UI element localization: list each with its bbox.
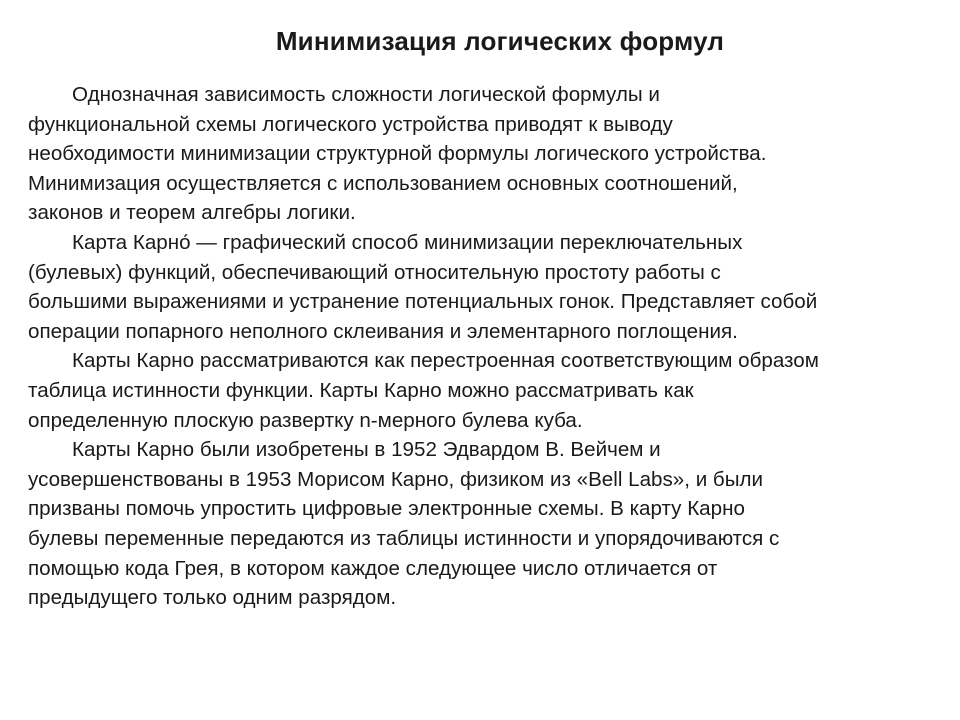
paragraph-2 (28, 228, 958, 346)
paragraph-3 (28, 346, 958, 435)
text-line: усовершенствованы в 1953 Морисом Карно, физиком из «Bell Labs», и были (28, 467, 764, 491)
slide-title: Минимизация логических формул (275, 26, 725, 56)
text-line: операции попарного неполного склеивания и элементарного поглощения. (28, 319, 738, 343)
text-line: Карты Карно были изобретены в 1952 Эдвардом В. Вейчем и (72, 438, 661, 462)
text-line: необходимости минимизации структурной формулы логического устройства. (28, 142, 767, 166)
paragraph-4 (28, 435, 958, 613)
text-line: определенную плоскую развертку n-мерного булева куба. (28, 408, 583, 432)
text-line: большими выражениями и устранение потенциальных гонок. Представляет собой (28, 290, 818, 314)
text-line: предыдущего только одним разрядом. (28, 586, 397, 610)
text-line: функциональной схемы логического устройства приводят к выводу (28, 112, 673, 136)
text-line: Однозначная зависимость сложности логической формулы и (72, 83, 660, 106)
text-line: Минимизация осуществляется с использованием основных соотношений, (28, 171, 738, 195)
text-line: (булевых) функций, обеспечивающий относительную простоту работы с (28, 260, 721, 284)
paragraph-1 (28, 80, 958, 228)
text-line: таблица истинности функции. Карты Карно можно рассматривать как (28, 378, 694, 402)
text-line: Карта Карно́ — графический способ минимизации переключательных (72, 230, 743, 254)
text-line: законов и теорем алгебры логики. (28, 201, 356, 225)
text-line: булевы переменные передаются из таблицы истинности и упорядочиваются с (28, 526, 780, 550)
text-line: призваны помочь упростить цифровые электронные схемы. В карту Карно (28, 497, 745, 521)
text-line: Карты Карно рассматриваются как перестроенная соответствующим образом (72, 349, 819, 373)
text-line: помощью кода Грея, в котором каждое следующее число отличается от (28, 556, 718, 580)
slide-body (28, 80, 958, 613)
